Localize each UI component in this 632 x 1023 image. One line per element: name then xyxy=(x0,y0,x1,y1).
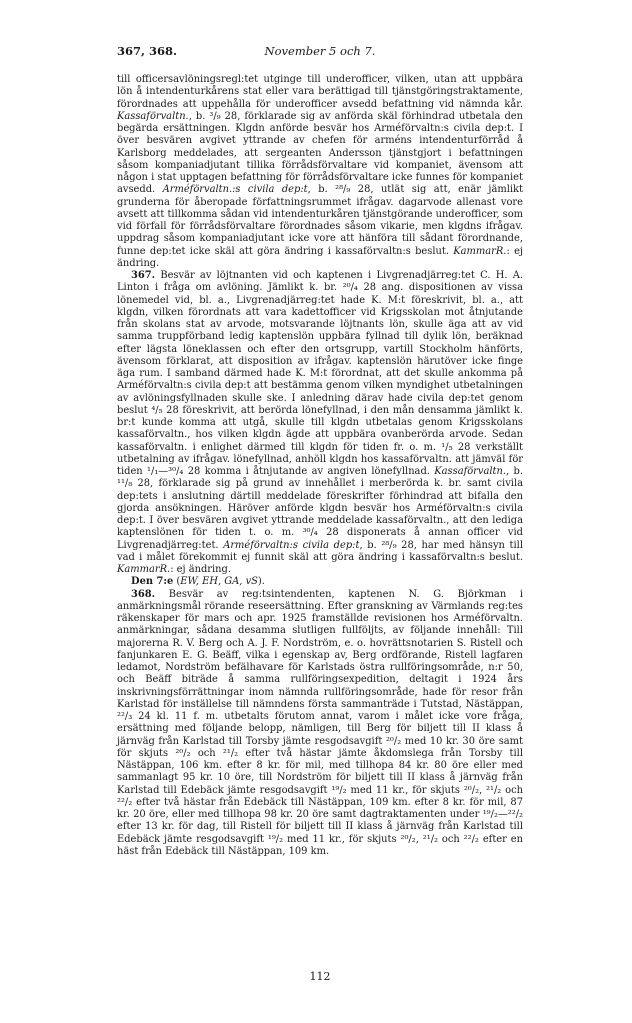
text-run: , b. ²⁸/₉ 28, har med hänsyn till vad i målet förekommit ej funnit skäl att göra ändring i kassaförvaltn:s beslut. xyxy=(117,539,523,563)
text-run: till officersavlöningsregl:tet utginge till underofficer, vilken, utan att uppbära lön å intendenturkårens stat eller vara berättigad till tjänstgöringstraktamente, förordnades att uppehålla för underofficer avsedd befattning vid nämnda kår. xyxy=(117,74,523,110)
case-number: 367. xyxy=(131,270,156,281)
text-run: , b. ²⁸/₉ 28, utlät sig att, enär jämlikt grunderna för åberopade författningsrummet ifrågav. dagarvode allenast vore avsett att tillkomma sådan vid intendenturkåren tjänstgörande underofficer, som vid förfall för förrådsförvaltare förordnades såsom vikarie, men klgdns ifrågav. uppdrag såsom kompaniadjutant icke vore att hänföra till sådant förordnande, funne dep:tet icke skäl att göra ändring i kassaförvaltn:s beslut. xyxy=(117,184,523,257)
paragraph xyxy=(117,576,523,588)
header-page-numbers: 367, 368. xyxy=(117,44,178,58)
case-number: Den 7:e xyxy=(131,576,174,588)
text-run: , b. ³/₉ 28, förklarade sig av anförda skäl förhindrad utbetala den begärda ersättningen. Klgdn anförde besvär hos Arméförvaltn:s civila dep:t. I över besvären avgivet yttrande av chefen för arméns intendenturförråd å Karlsborg meddelades, att sergeanten Andersson tjänstgjort i befattningen såsom kompaniadjutant tillika förrådsförvaltare vid kompaniet, ävensom att någon i stat upptagen befattning för förrådsförvaltare icke funnes för kompaniet avsedd. xyxy=(117,110,523,196)
italic-text: Kassaförvaltn. xyxy=(117,110,189,122)
body-text xyxy=(117,74,523,858)
text-run: : ej ändring. xyxy=(117,245,523,269)
text-run: Besvär av löjtnanten vid och kaptenen i Livgrenadjärreg:tet C. H. A. Linton i fråga om avlöning. Jämlikt k. br. ²⁰/₄ 28 ang. dispositionen av vissa lönemedel vid, bl. a., Livgrenadjärreg:tet hade K. M:t föreskrivit, bl. a., att klgdn, vilken förordnats att vara kadettofficer vid Krigsskolan mot åtnjutande från skolans stat av arvode, motsvarande löjtnants lön, skulle äga att av vid samma truppförband ledig kaptenslön uppbära fyllnad till dylik lön, beräknad efter lägsta löneklassen och efter den ortsgrupp, vartill Stockholm hänförts, ävensom förklarat, att disposition av ifrågav. kaptenslön härutöver icke finge äga rum. I samband därmed hade K. M:t förordnat, att det skulle ankomma på Arméförvaltn:s civila dep:t att bestämma genom vilken myndighet utbetalningen av avlöningsfyllnaden skulle ske. I anledning därav hade civila dep:tet genom beslut ⁴/₅ 28 föreskrivit, att berörda lönefyllnad, i den mån densamma jämlikt k. br:t kunde komma att utgå, skulle till klgdn utbetalas genom Krigsskolans kassaförvaltn., hos vilken klgdn ägde att uppbära ovanberörda arvode. Sedan kassaförvaltn. i enlighet därmed till klgdn för tiden fr. o. m. ¹/₅ 28 verkställt utbetalning av ifrågav. lönefyllnad, anhöll klgdn hos kassaförvaltn. att jämväl för tiden ¹/₁—³⁰/₄ 28 komma i åtnjutande av angiven lönefyllnad. xyxy=(117,270,523,477)
text-run: ( xyxy=(173,576,181,588)
paragraph xyxy=(117,589,523,859)
italic-text: KammarR. xyxy=(117,564,171,575)
text-run: ). xyxy=(257,576,265,588)
italic-text: EW, EH, GA, vS xyxy=(180,576,258,588)
paragraph xyxy=(117,74,523,270)
italic-text: Arméförvaltn:s civila dep:t xyxy=(223,539,360,551)
paragraph xyxy=(117,270,523,576)
document-page xyxy=(117,44,523,858)
italic-text: Arméförvaltn.:s civila dep:t xyxy=(162,184,308,196)
text-run: : ej ändring. xyxy=(170,564,231,575)
page-footer xyxy=(117,970,523,983)
text-run: Besvär av reg:tsintendenten, kaptenen N. G. Björkman i anmärkningsmål rörande reseersättning. Efter granskning av Värmlands reg:tes räkenskaper för mars och apr. 1925 framställde revisionen hos Arméförvaltn. anmärkningar, sådana desamma slutligen fullföljts, av följande innehåll: Till majorerna R. V. Berg och A. J. F. Nordström, e. o. hovrättsnotarien S. Ristell och fanjunkaren E. G. Beäff, vilka i egenskap av, Berg ordförande, Ristell lagfaren ledamot, Nordström befälhavare för Karlstads östra rullföringsområde, n:r 50, och Beäff biträde å samma rullföringsexpedition, deltagit i 1924 års inskrivningsförrättningar inom nämnda rullföringsområde, hade för resor från Karlstad för inställelse till nämndens första sammanträde i Tutstad, Nästäppan, ²²/₃ 24 kl. 11 f. m. utbetalts förutom annat, varom i målet icke vore fråga, ersättning med följande belopp, nämligen, till Berg för biljett till II klass å järnväg från Karlstad till Torsby jämte resgodsavgift ²⁰/₂ med 10 kr. 30 öre samt för skjuts ²⁰/₂ och ²¹/₂ efter två hästar jämte åkdomslega från Torsby till Nästäppan, 106 km. efter 8 kr. för mil, med tillhopa 84 kr. 80 öre eller med sammanlagt 95 kr. 10 öre, till Nordström för biljett till II klass å järnväg från Karlstad till Edebäck jämte resgodsavgift ¹⁹/₂ med 11 kr., för skjuts ²⁰/₂, ²¹/₂ och ²²/₂ efter två hästar från Edebäck till Nästäppan, 109 km. efter 8 kr. för mil, 87 kr. 20 öre, eller med tillhopa 98 kr. 20 öre samt dagtraktamenten under ¹⁹/₂—²²/₂ efter 13 kr. för dag, till Ristell för biljett till II klass å järnväg från Karlstad till Edebäck jämte resgodsavgift ¹⁹/₂ med 11 kr., för skjuts ²⁰/₂, ²¹/₂ och ²²/₂ efter en häst från Edebäck till Nästäppan, 109 km. xyxy=(117,588,523,857)
header-date: November 5 och 7. xyxy=(264,44,376,58)
italic-text: KammarR. xyxy=(453,245,507,257)
page-header xyxy=(117,44,523,62)
italic-text: Kassaförvaltn. xyxy=(434,466,506,477)
case-number: 368. xyxy=(131,588,156,600)
text-run: , b. ¹¹/₈ 28, förklarade sig på grund av innehållet i merberörda k. br. samt civila dep:tets i anslutning därtill meddelade föreskrifter förhindrad att bifalla den gjorda ansökningen. Häröver anförde klgdn besvär hos Arméförvaltn:s civila dep:t. I över besvären avgivet yttrande meddelade kassaförvaltn., att den lediga kaptenslönen för tiden t. o. m. ³⁰/₄ 28 disponerats å annan officer vid Livgrenadjärreg:tet. xyxy=(117,466,523,551)
footer-page-number: 112 xyxy=(309,970,331,983)
